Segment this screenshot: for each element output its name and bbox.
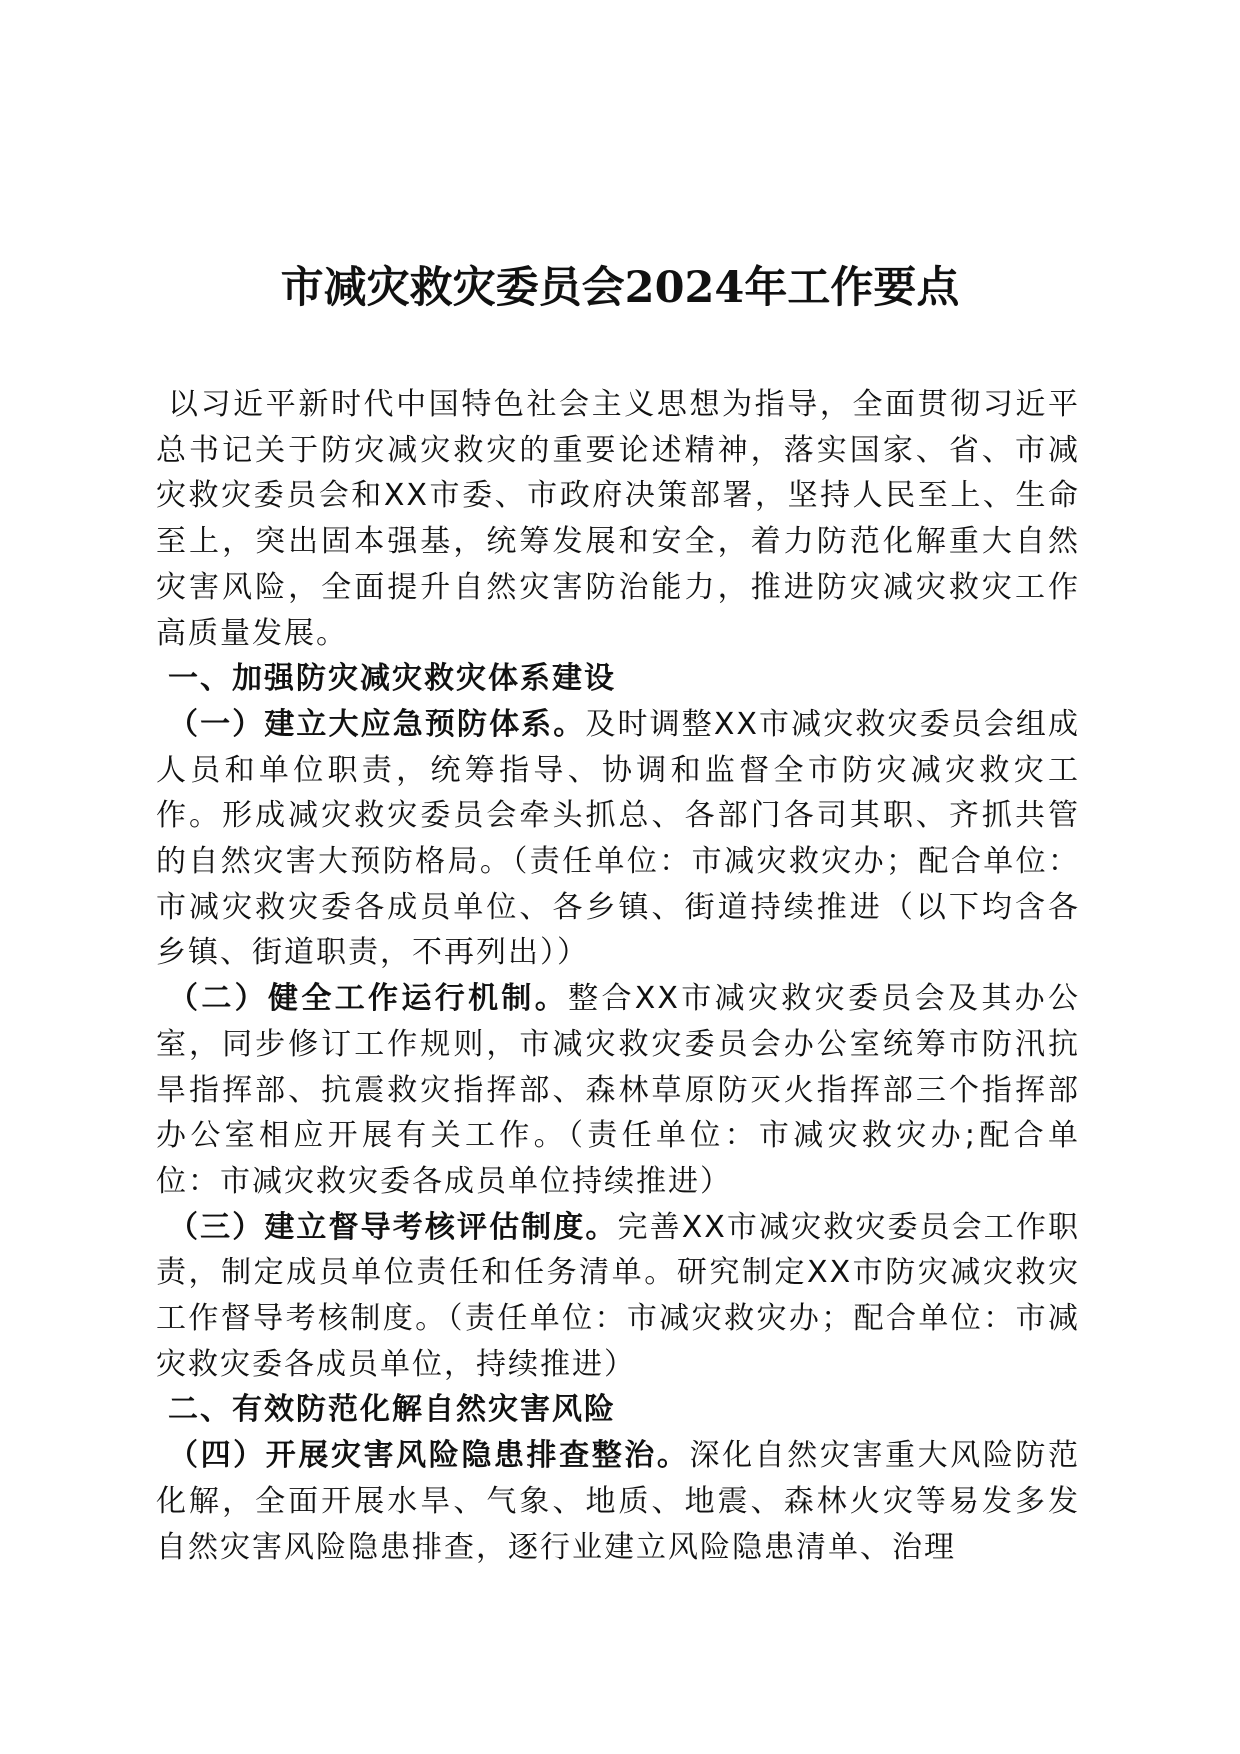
item-text-2: 整合XX市减灾救灾委员会及其办公室，同步修订工作规则，市减灾救灾委员会办公室统筹市防汛抗旱指挥部、抗震救灾指挥部、森林草原防灭火指挥部三个指挥部办公室相应开展有关工作。（责任单位：市减灾救灾办;配合单位：市减灾救灾委各成员单位持续推进） xyxy=(156,981,1080,1199)
item-paragraph-4 xyxy=(156,1433,1080,1570)
item-text-1: 及时调整XX市减灾救灾委员会组成人员和单位职责，统筹指导、协调和监督全市防灾减灾救灾工作。形成减灾救灾委员会牵头抓总、各部门各司其职、齐抓共管的自然灾害大预防格局。（责任单位：市减灾救灾办；配合单位：市减灾救灾委各成员单位、各乡镇、街道持续推进（以下均含各乡镇、街道职责，不再列出）） xyxy=(156,706,1081,971)
item-lead-1: （一）建立大应急预防体系。 xyxy=(168,706,586,742)
item-text-3: 完善XX市减灾救灾委员会工作职责，制定成员单位责任和任务清单。研究制定XX市防灾减灾救灾工作督导考核制度。（责任单位：市减灾救灾办；配合单位：市减灾救灾委各成员单位，持续推进） xyxy=(156,1209,1080,1382)
section-heading-2: 二、有效防范化解自然灾害风险 xyxy=(168,1392,616,1428)
item-lead-2: （二）健全工作运行机制。 xyxy=(168,981,569,1017)
document-title: 市减灾救灾委员会2024年工作要点 xyxy=(280,263,960,313)
document-body xyxy=(156,382,1080,1570)
item-lead-4: （四）开展灾害风险隐患排查整治。 xyxy=(168,1438,690,1474)
intro-paragraph: 以习近平新时代中国特色社会主义思想为指导，全面贯彻习近平总书记关于防灾减灾救灾的重要论述精神，落实国家、省、市减灾救灾委员会和XX市委、市政府决策部署，坚持人民至上、生命至上，突出固本强基，统筹发展和安全，着力防范化解重大自然灾害风险，全面提升自然灾害防治能力，推进防灾减灾救灾工作高质量发展。 xyxy=(156,387,1080,651)
item-lead-3: （三）建立督导考核评估制度。 xyxy=(168,1209,618,1245)
item-text-4: 深化自然灾害重大风险防范化解，全面开展水旱、气象、地质、地震、森林火灾等易发多发自然灾害风险隐患排查，逐行业建立风险隐患清单、治理 xyxy=(156,1438,1081,1565)
item-paragraph-1 xyxy=(156,702,1080,976)
item-paragraph-2 xyxy=(156,976,1080,1205)
item-paragraph-3 xyxy=(156,1205,1080,1388)
section-heading-1: 一、加强防灾减灾救灾体系建设 xyxy=(168,661,616,697)
